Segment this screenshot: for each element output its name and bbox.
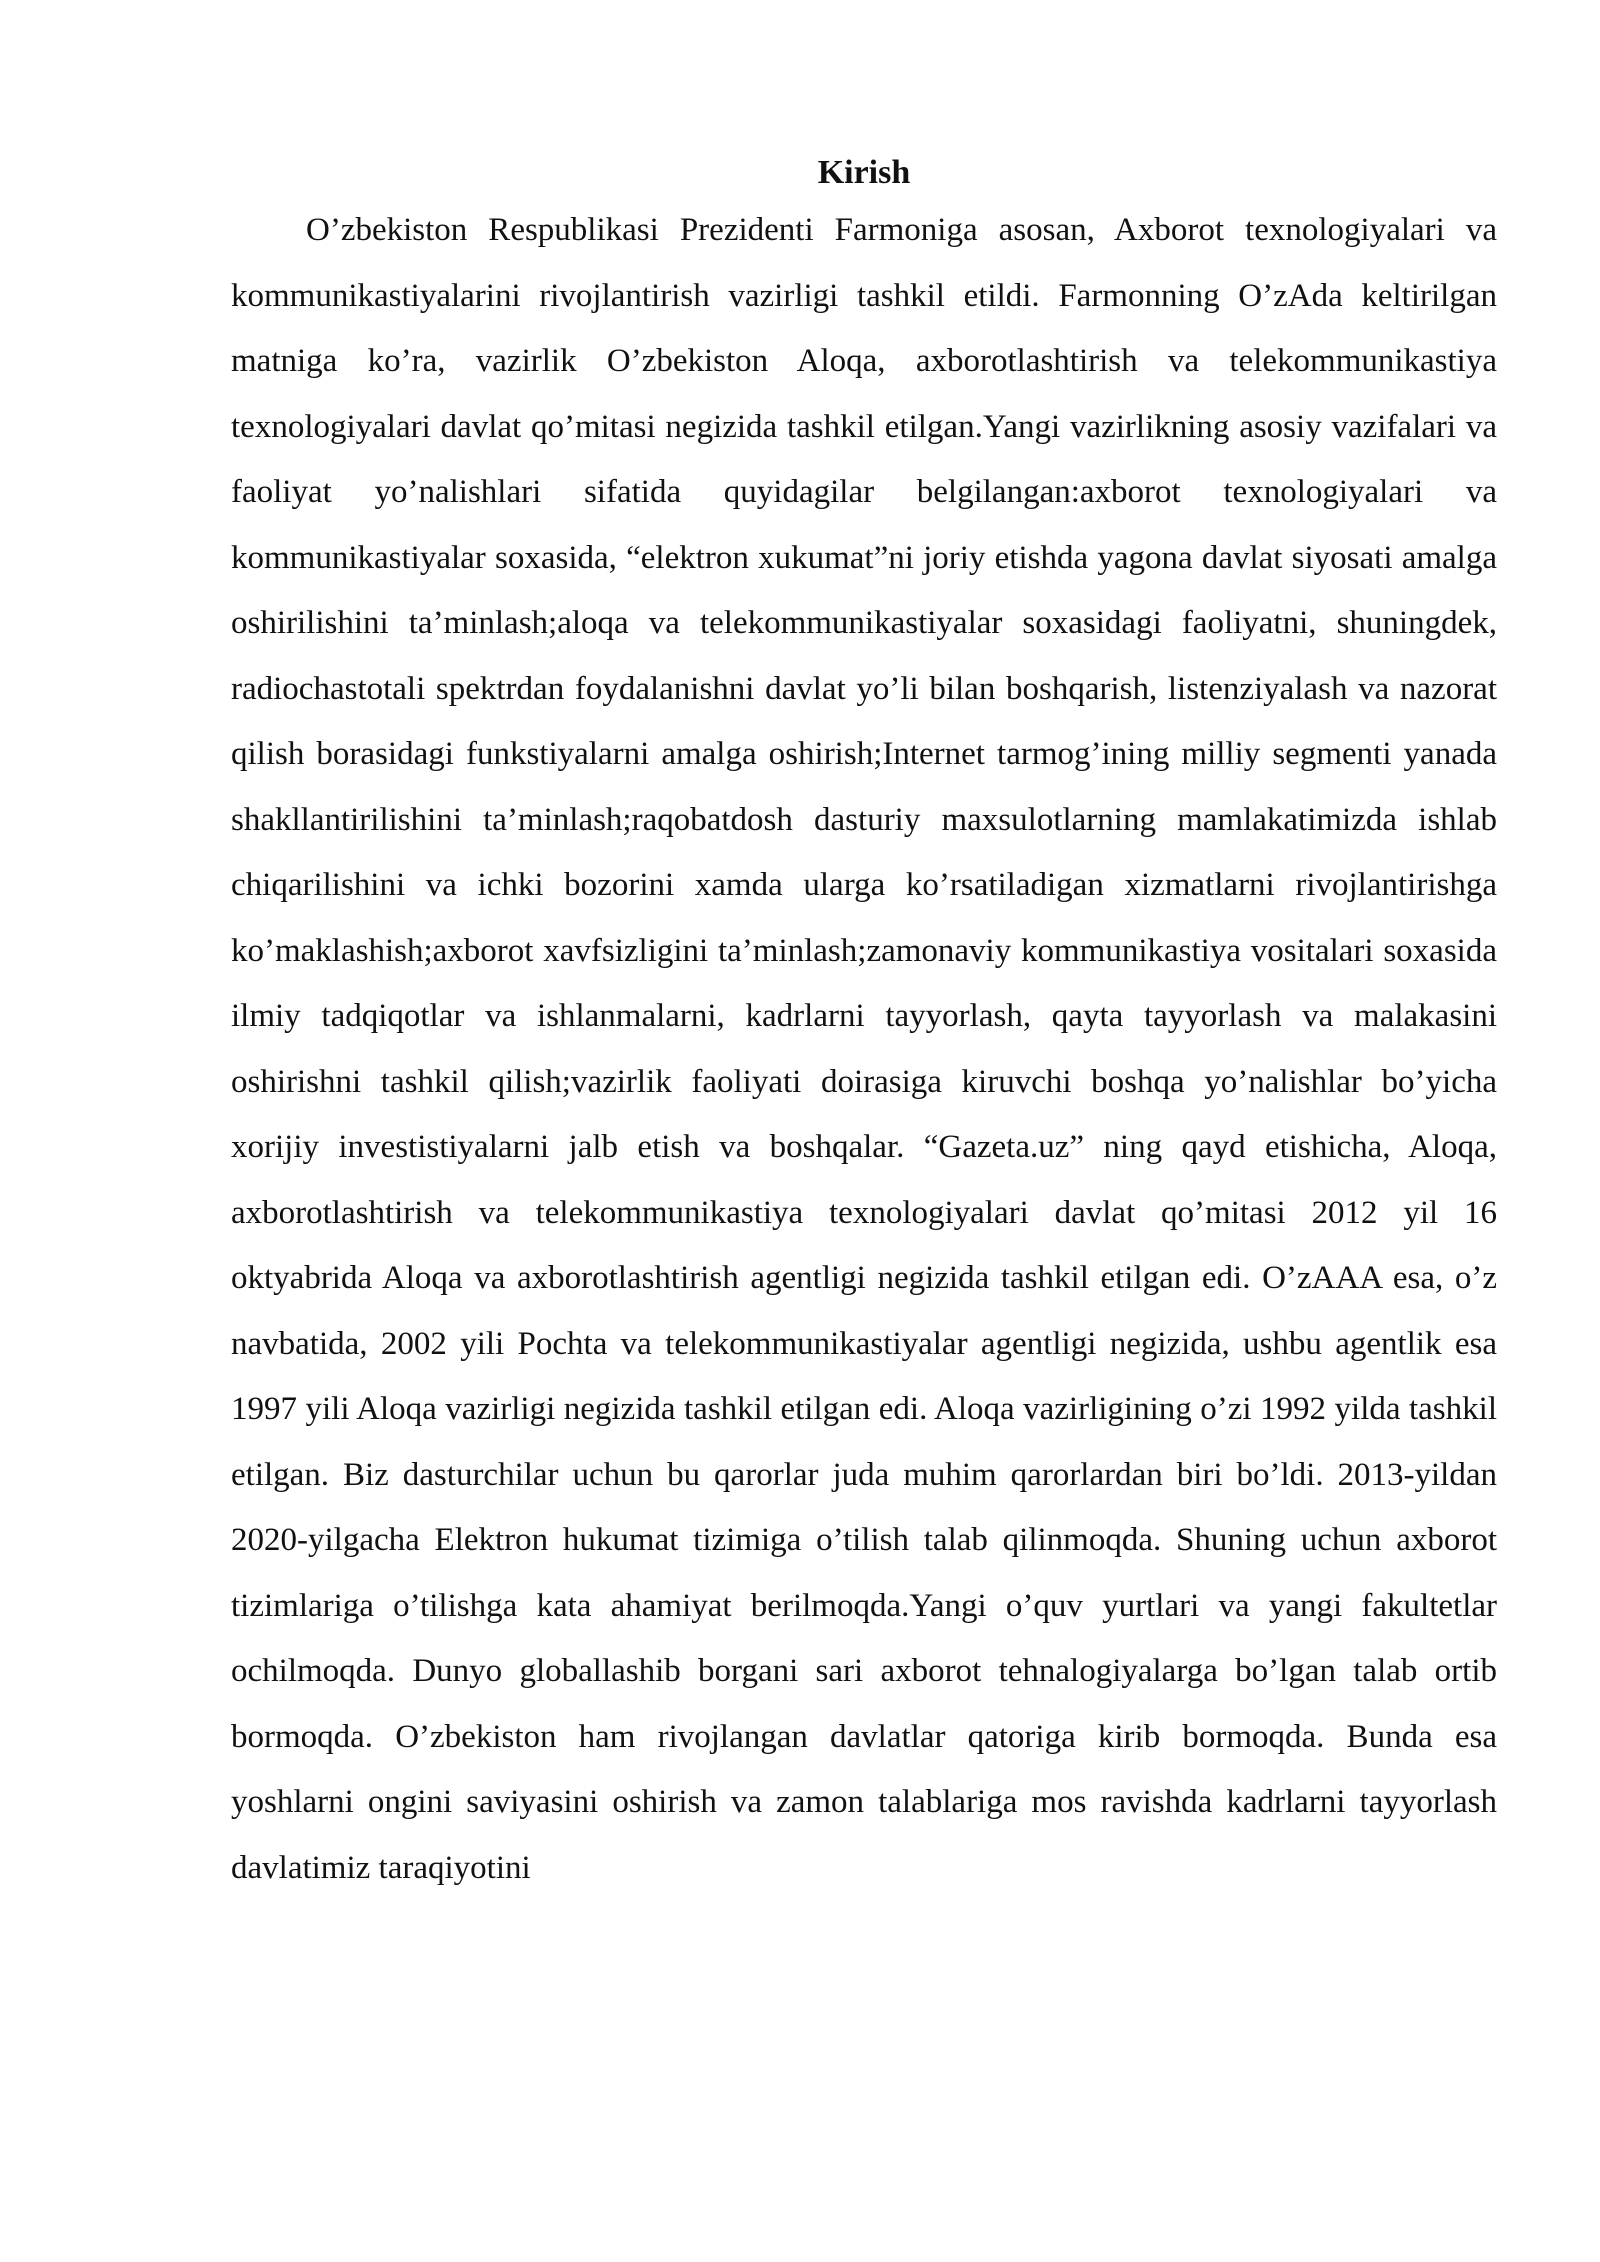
section-heading: Kirish bbox=[817, 154, 911, 191]
page-content bbox=[231, 148, 1497, 1901]
body-paragraph: O’zbekiston Respublikasi Prezidenti Farmoniga asosan, Axborot texnologiyalari va kommunikastiyalarini rivojlantirish vazirligi tashkil etildi. Farmonning O’zAda keltirilgan matniga ko’ra, vazirlik O’zbekiston Aloqa, axborotlashtirish va telekommunikastiya texnologiyalari davlat qo’mitasi negizida tashkil etilgan.Yangi vazirlikning asosiy vazifalari va faoliyat yo’nalishlari sifatida quyidagilar belgilangan:axborot texnologiyalari va kommunikastiyalar soxasida, “elektron xukumat”ni joriy etishda yagona davlat siyosati amalga oshirilishini ta’minlash;aloqa va telekommunikastiyalar soxasidagi faoliyatni, shuningdek, radiochastotali spektrdan foydalanishni davlat yo’li bilan boshqarish, listenziyalash va nazorat qilish borasidagi funkstiyalarni amalga oshirish;Internet tarmog’ining milliy segmenti yanada shakllantirilishini ta’minlash;raqobatdosh dasturiy maxsulotlarning mamlakatimizda ishlab chiqarilishini va ichki bozorini xamda ularga ko’rsatiladigan xizmatlarni rivojlantirishga ko’maklashish;axborot xavfsizligini ta’minlash;zamonaviy kommunikastiya vositalari soxasida ilmiy tadqiqotlar va ishlanmalarni, kadrlarni tayyorlash, qayta tayyorlash va malakasini oshirishni tashkil qilish;vazirlik faoliyati doirasiga kiruvchi boshqa yo’nalishlar bo’yicha xorijiy investistiyalarni jalb etish va boshqalar. “Gazeta.uz” ning qayd etishicha, Aloqa, axborotlashtirish va telekommunikastiya texnologiyalari davlat qo’mitasi 2012 yil 16 oktyabrida Aloqa va axborotlashtirish agentligi negizida tashkil etilgan edi. O’zAAA esa, o’z navbatida, 2002 yili Pochta va telekommunikastiyalar agentligi negizida, ushbu agentlik esa 1997 yili Aloqa vazirligi negizida tashkil etilgan edi. Aloqa vazirligining o’zi 1992 yilda tashkil etilgan. Biz dasturchilar uchun bu qarorlar juda muhim qarorlardan biri bo’ldi. 2013-yildan 2020-yilgacha Elektron hukumat tizimiga o’tilish talab qilinmoqda. Shuning uchun axborot tizimlariga o’tilishga kata ahamiyat berilmoqda.Yangi o’quv yurtlari va yangi fakultetlar ochilmoqda. Dunyo globallashib borgani sari axborot tehnalogiyalarga bo’lgan talab ortib bormoqda. O’zbekiston ham rivojlangan davlatlar qatoriga kirib bormoqda. Bunda esa yoshlarni ongini saviyasini oshirish va zamon talablariga mos ravishda kadrlarni tayyorlash davlatimiz taraqiyotini bbox=[231, 212, 1497, 1886]
